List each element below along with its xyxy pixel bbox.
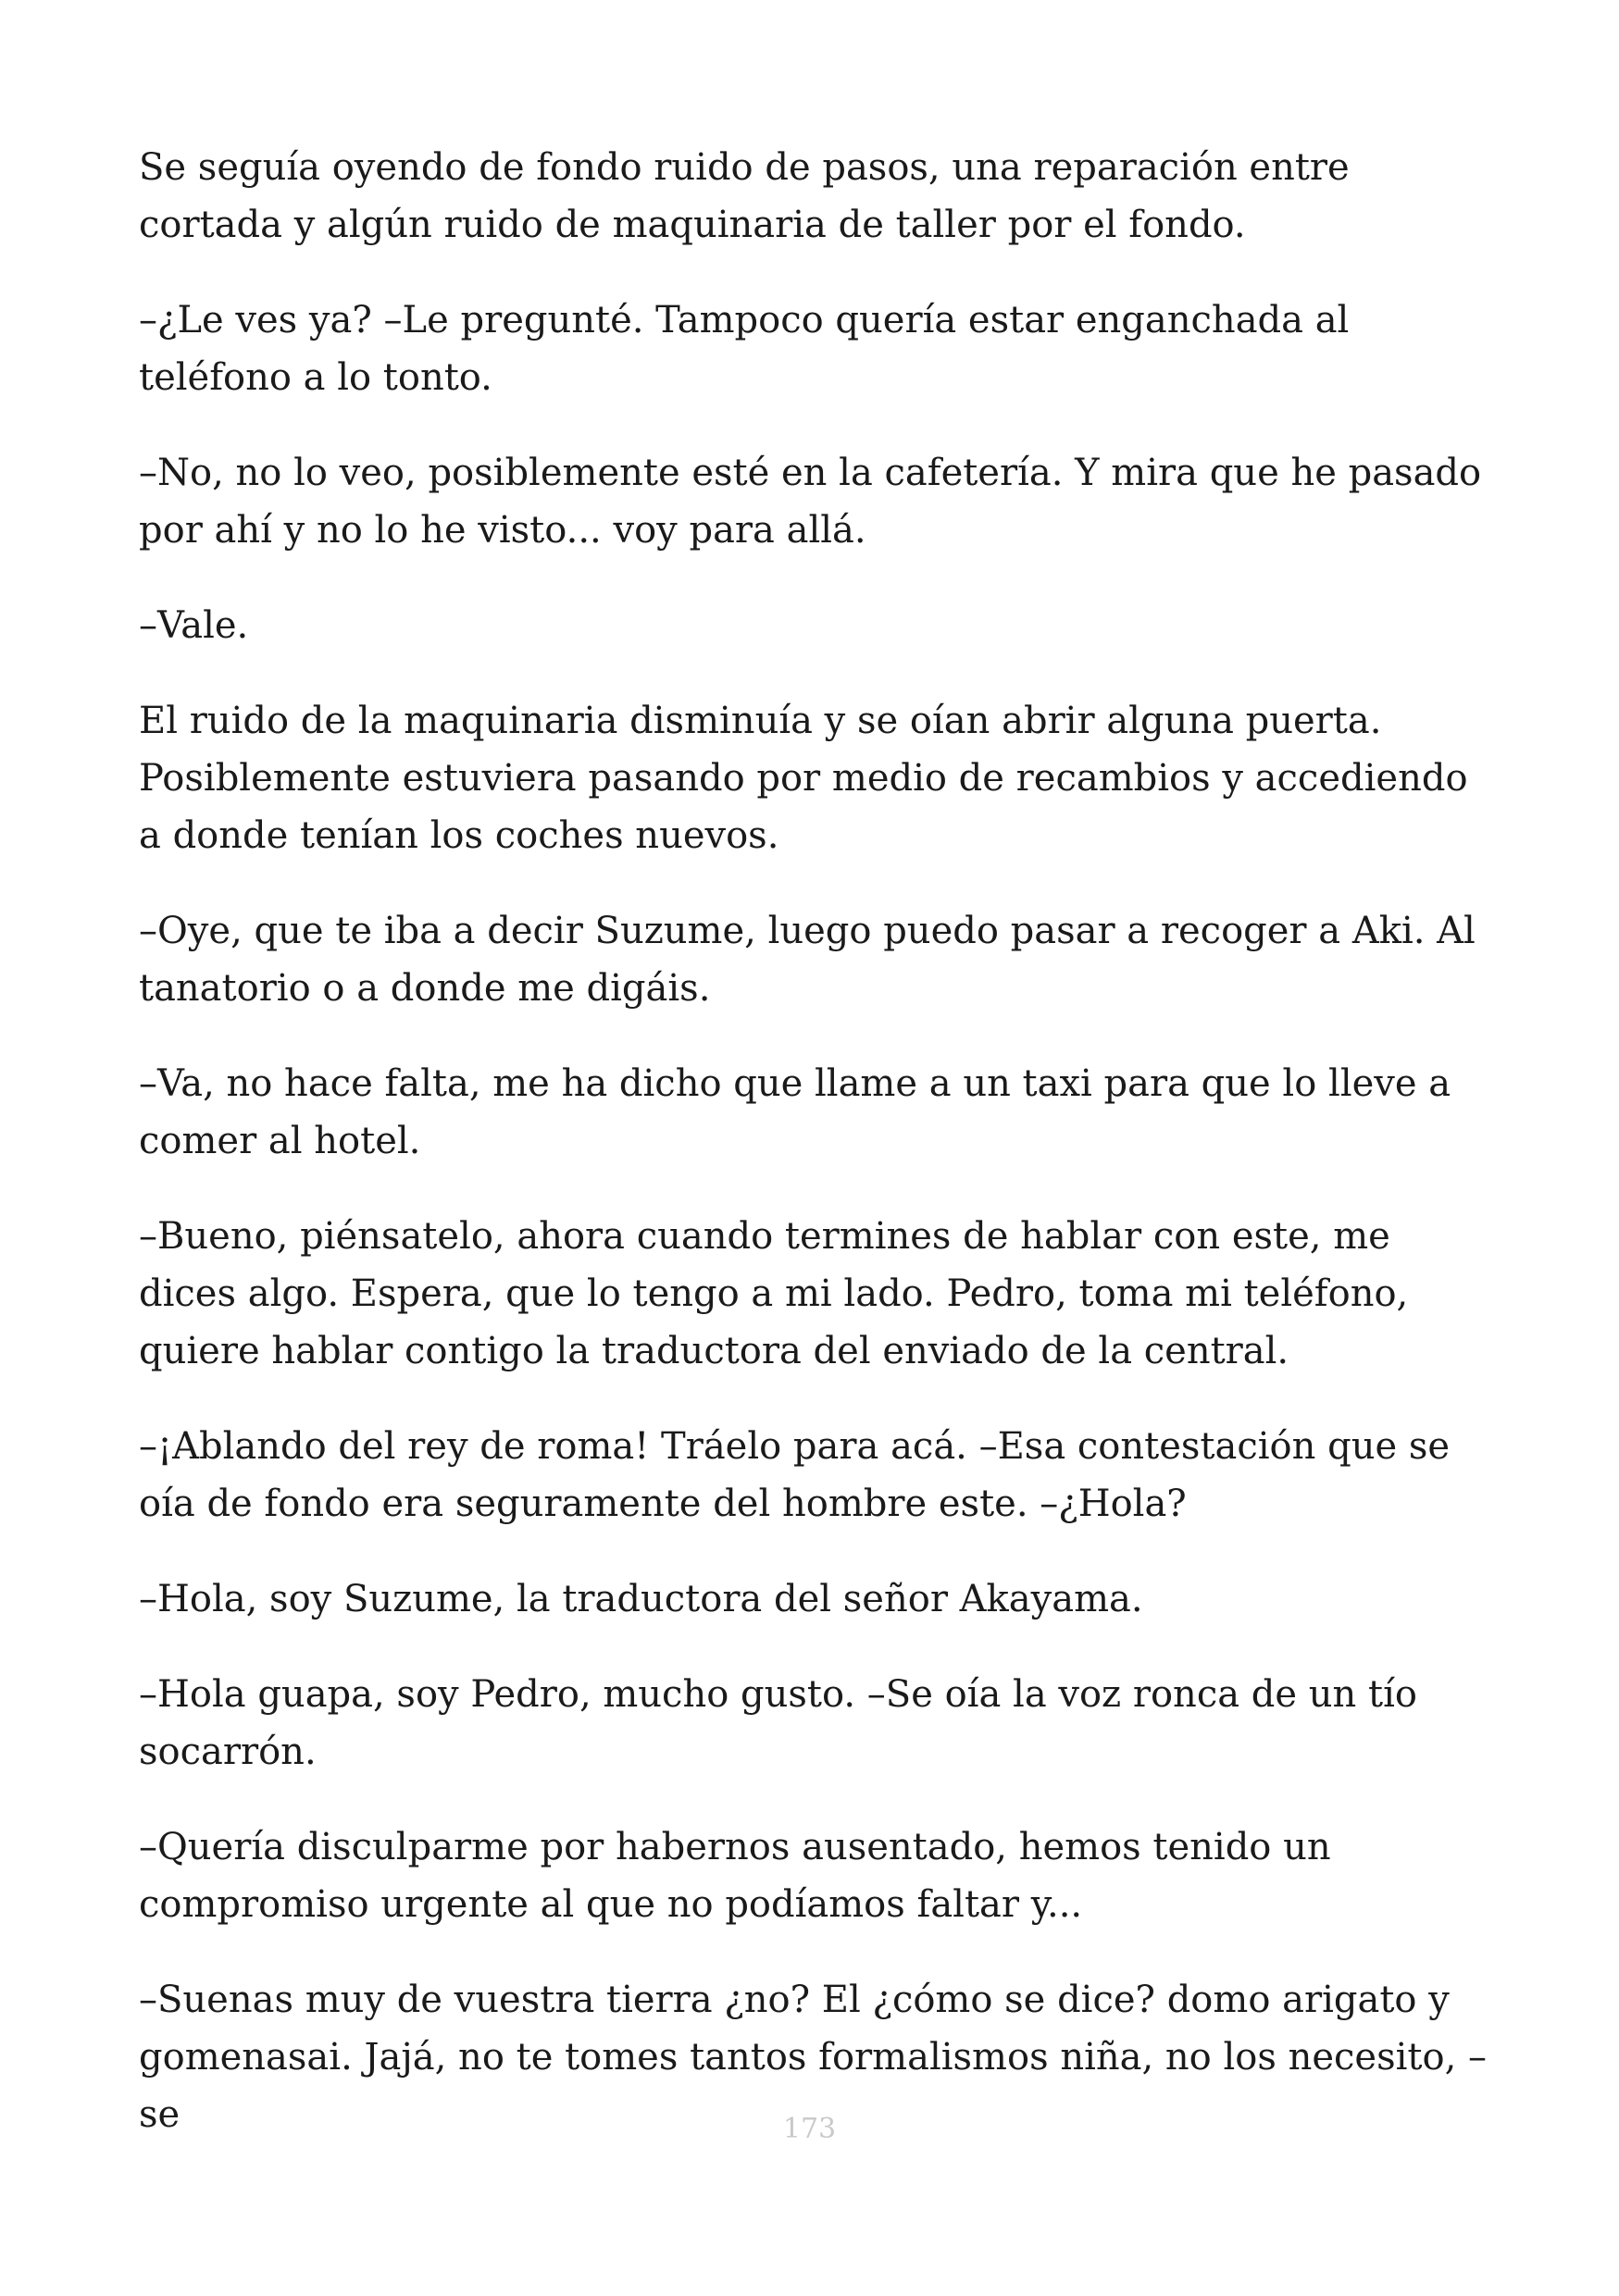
paragraph: –Quería disculparme por habernos ausentado, hemos tenido un compromiso urgente al que no podíamos faltar y... (139, 1826, 1331, 1926)
paragraph: –Bueno, piénsatelo, ahora cuando termines de hablar con este, me dices algo. Espera, que lo tengo a mi lado. Pedro, toma mi teléfono, quiere hablar contigo la traductora del enviado de la central. (139, 1215, 1409, 1372)
paragraph: –Vale. (139, 604, 249, 647)
paragraph: –¡Ablando del rey de roma! Tráelo para acá. –Esa contestación que se oía de fondo era seguramente del hombre este. –¿Hola? (139, 1425, 1451, 1525)
paragraph: Se seguía oyendo de fondo ruido de pasos, una reparación entre cortada y algún ruido de maquinaria de taller por el fondo. (139, 146, 1350, 246)
paragraph: –Hola guapa, soy Pedro, mucho gusto. –Se oía la voz ronca de un tío socarrón. (139, 1673, 1417, 1773)
page-number: 173 (782, 2113, 837, 2145)
paragraph: –Suenas muy de vuestra tierra ¿no? El ¿cómo se dice? domo arigato y gomenasai. Jajá, no te tomes tantos formalismos niña, no los necesito, –se (139, 1979, 1487, 2136)
paragraph: –Va, no hace falta, me ha dicho que llame a un taxi para que lo lleve a comer al hotel. (139, 1062, 1451, 1162)
paragraph: El ruido de la maquinaria disminuía y se oían abrir alguna puerta. Posiblemente estuviera pasando por medio de recambios y accediendo a donde tenían los coches nuevos. (139, 700, 1468, 857)
page-body (139, 139, 1490, 2181)
paragraph: –Oye, que te iba a decir Suzume, luego puedo pasar a recoger a Aki. Al tanatorio o a donde me digáis. (139, 910, 1476, 1010)
paragraph: –¿Le ves ya? –Le pregunté. Tampoco quería estar enganchada al teléfono a lo tonto. (139, 299, 1350, 399)
paragraph: –No, no lo veo, posiblemente esté en la cafetería. Y mira que he pasado por ahí y no lo he visto... voy para allá. (139, 452, 1482, 552)
paragraph: –Hola, soy Suzume, la traductora del señor Akayama. (139, 1578, 1143, 1620)
